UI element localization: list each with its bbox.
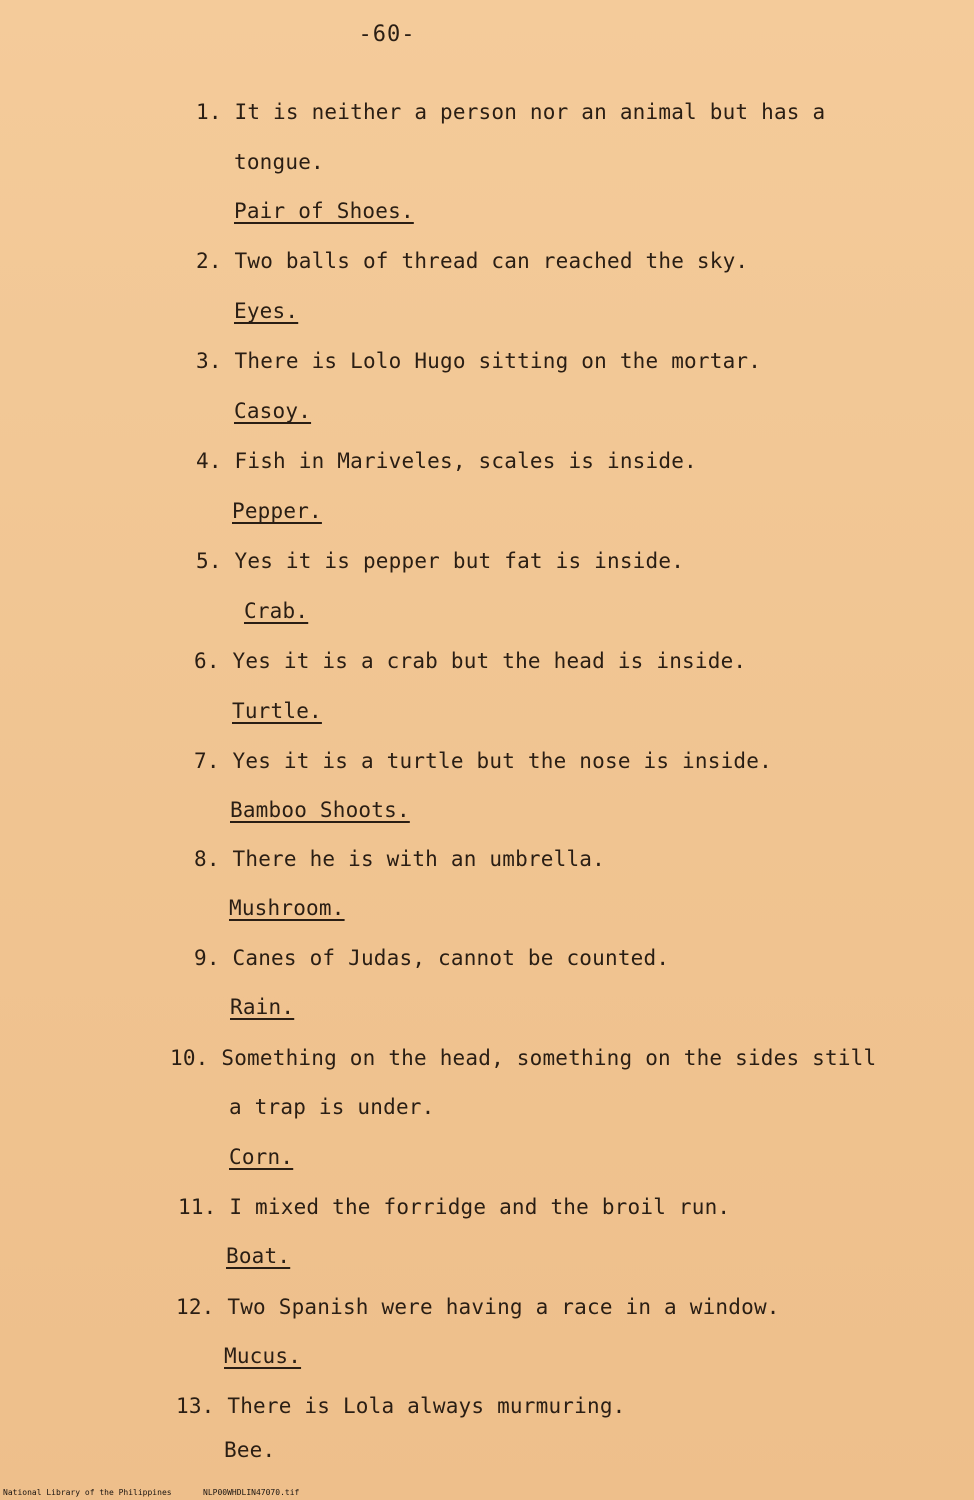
riddle-8-answer: Mushroom. [229, 896, 345, 920]
riddle-8-number: 8. [194, 847, 220, 871]
riddle-6-text: Yes it is a crab but the head is inside. [232, 649, 747, 673]
riddle-5-question [196, 549, 684, 573]
riddle-12-question [176, 1295, 780, 1319]
riddle-4-answer: Pepper. [232, 499, 322, 523]
footer-library-name: National Library of the Philippines [3, 1488, 172, 1497]
riddle-13-answer: Bee. [224, 1438, 276, 1462]
riddle-7-number: 7. [194, 749, 220, 773]
riddle-6-answer: Turtle. [232, 699, 322, 723]
riddle-3-text: There is Lolo Hugo sitting on the mortar. [234, 349, 762, 373]
riddle-9-answer: Rain. [230, 995, 295, 1019]
riddle-10-question [170, 1046, 876, 1070]
riddle-9-question [194, 946, 669, 970]
riddle-7-text: Yes it is a turtle but the nose is inside. [232, 749, 772, 773]
riddle-4-question [196, 449, 697, 473]
riddle-11-question [178, 1195, 730, 1219]
riddle-7-question [194, 749, 772, 773]
riddle-7-answer: Bamboo Shoots. [230, 798, 410, 822]
riddle-9-text: Canes of Judas, cannot be counted. [232, 946, 670, 970]
riddle-13-text: There is Lola always murmuring. [227, 1394, 626, 1418]
riddle-1-question [196, 100, 825, 124]
riddle-1-answer: Pair of Shoes. [234, 199, 414, 223]
riddle-9-number: 9. [194, 946, 220, 970]
riddle-12-answer: Mucus. [224, 1344, 302, 1368]
footer-file-name: NLP00WHDLIN47070.tif [203, 1488, 300, 1497]
riddle-10-text-continued: a trap is under. [229, 1095, 435, 1119]
riddle-11-answer: Boat. [226, 1244, 291, 1268]
riddle-13-question [176, 1394, 626, 1418]
riddle-2-answer: Eyes. [234, 299, 299, 323]
riddle-3-question [196, 349, 761, 373]
riddle-6-question [194, 649, 746, 673]
riddle-2-question [196, 249, 748, 273]
riddle-2-text: Two balls of thread can reached the sky. [234, 249, 749, 273]
riddle-8-text: There he is with an umbrella. [232, 847, 605, 871]
riddle-1-text: It is neither a person nor an animal but has a [234, 100, 826, 124]
riddle-10-answer: Corn. [229, 1145, 294, 1169]
riddle-4-number: 4. [196, 449, 222, 473]
riddle-1-number: 1. [196, 100, 222, 124]
riddle-3-answer: Casoy. [234, 399, 312, 423]
riddle-5-text: Yes it is pepper but fat is inside. [234, 549, 685, 573]
riddle-3-number: 3. [196, 349, 222, 373]
riddle-10-text: Something on the head, something on the sides still [221, 1046, 877, 1070]
riddle-13-number: 13. [176, 1394, 215, 1418]
page-number: -60- [358, 22, 416, 47]
riddle-4-text: Fish in Mariveles, scales is inside. [234, 449, 697, 473]
riddle-5-number: 5. [196, 549, 222, 573]
riddle-12-text: Two Spanish were having a race in a window. [227, 1295, 780, 1319]
riddle-11-number: 11. [178, 1195, 217, 1219]
riddle-10-number: 10. [170, 1046, 209, 1070]
riddle-1-text-continued: tongue. [234, 150, 324, 174]
riddle-8-question [194, 847, 605, 871]
riddle-5-answer: Crab. [244, 599, 309, 623]
riddle-6-number: 6. [194, 649, 220, 673]
riddle-2-number: 2. [196, 249, 222, 273]
riddle-11-text: I mixed the forridge and the broil run. [229, 1195, 731, 1219]
riddle-12-number: 12. [176, 1295, 215, 1319]
